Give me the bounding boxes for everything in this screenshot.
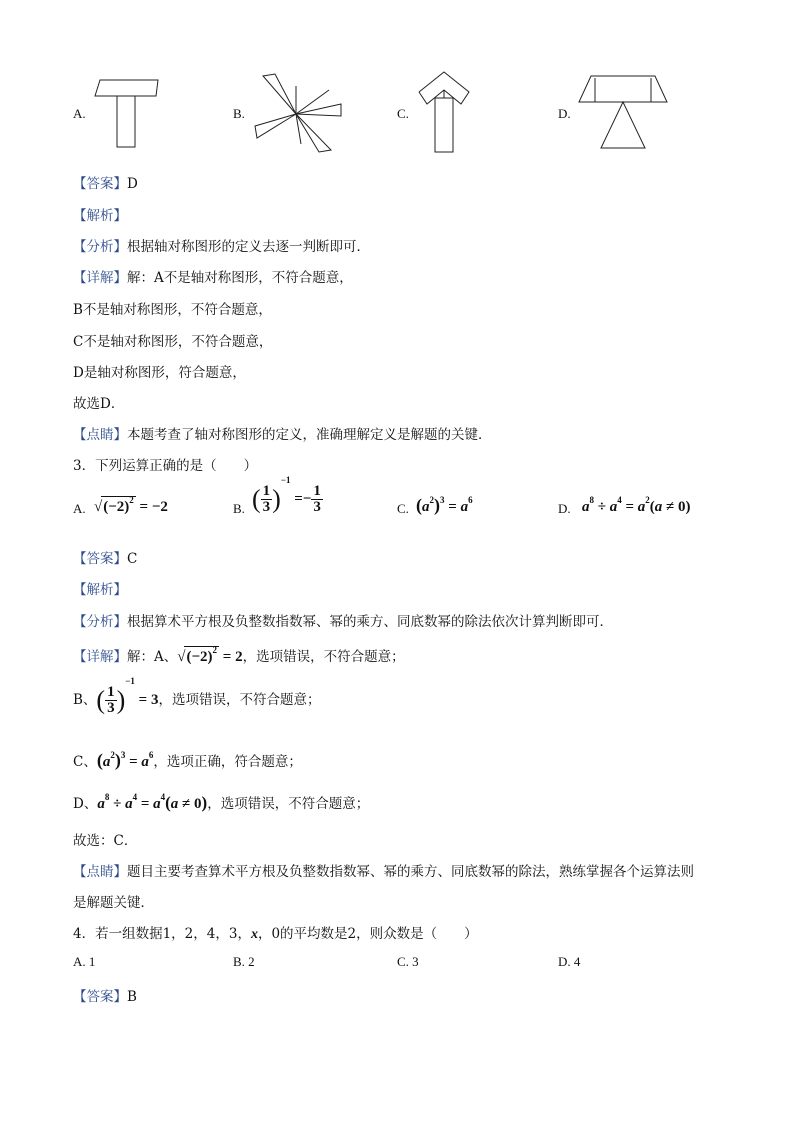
figure-b	[253, 74, 343, 154]
q3-xiangjie-d: D、$a^8 \div a^4 = a^4(a \ne 0)$，选项错误，不符合题意；	[73, 792, 370, 812]
q3-analysis-tag: 【解析】	[73, 582, 127, 598]
q2-dianjing-line: 【点睛】本题考查了轴对称图形的定义，准确理解定义是解题的关键．	[73, 427, 492, 443]
q3-fenxi-line: 【分析】根据算术平方根及负整数指数幂、幂的乘方、同底数幂的除法依次计算判断即可．	[73, 614, 613, 630]
q3-conclusion: 故选：C．	[73, 833, 138, 849]
q4-option-c: C. 3	[397, 954, 419, 969]
q3-xiangjie-b: B、( $\frac{1}{3}$ )$^{-1}$ = 3，选项错误，不符合题意；	[73, 675, 321, 716]
q3-stem: 3．下列运算正确的是（ ）	[73, 458, 258, 474]
q3-option-b-label: B.	[233, 501, 245, 516]
q4-answer-line: 【答案】B	[73, 989, 137, 1005]
q4-option-a: A. 1	[73, 954, 96, 969]
option-b-label: B.	[233, 106, 245, 121]
q2-analysis-tag: 【解析】	[73, 208, 127, 224]
option-c-label: C.	[397, 106, 409, 121]
q2-line-c: C不是轴对称图形，不符合题意，	[73, 334, 273, 350]
answer-value: D	[127, 176, 138, 192]
q2-fenxi-line: 【分析】根据轴对称图形的定义去逐一判断即可．	[73, 239, 370, 255]
q2-line-d: D是轴对称图形，符合题意，	[73, 365, 246, 381]
q4-option-b: B. 2	[233, 954, 255, 969]
option-d-label: D.	[558, 106, 571, 121]
q3-option-a-formula: $√(-2)^2 = -2$	[94, 495, 168, 515]
q3-option-b-formula: ( $\frac{1}{3}$ )$^{-1}$ =− $\frac{1}{3}$	[252, 474, 321, 515]
q2-xiangjie-line: 【详解】解：A不是轴对称图形，不符合题意，	[73, 270, 353, 286]
answer-tag: 【答案】	[73, 176, 127, 192]
q3-option-c-label: C.	[397, 501, 409, 516]
q4-option-d: D. 4	[558, 954, 581, 969]
figure-c	[415, 70, 473, 156]
q3-dianjing-line: 【点睛】题目主要考查算术平方根及负整数指数幂、幂的乘方、同底数幂的除法，熟练掌握各个运算法则	[73, 864, 694, 880]
figure-a	[90, 78, 160, 150]
figure-d	[577, 74, 669, 152]
q3-xiangjie-a: 【详解】解：A、$√(-2)^2 = 2$，选项错误，不符合题意；	[73, 645, 405, 665]
q3-option-d-formula: $a^8 \div a^4 = a^2(a \ne 0)$	[582, 495, 691, 515]
q4-stem: 4．若一组数据1，2，4，3，x，0的平均数是2，则众数是（ ）	[73, 926, 478, 942]
q2-line-b: B不是轴对称图形，不符合题意，	[73, 302, 272, 318]
q3-answer-line: 【答案】C	[73, 551, 138, 567]
q3-option-a-label: A.	[73, 501, 86, 516]
q2-answer-line	[73, 172, 138, 192]
q3-option-d-label: D.	[558, 501, 571, 516]
q2-conclusion: 故选D．	[73, 396, 125, 412]
q3-dianjing-line-2: 是解题关键．	[73, 895, 154, 911]
option-a-label: A.	[73, 106, 86, 121]
q3-xiangjie-c: C、$(a^2)^3 = a^6$，选项正确，符合题意；	[73, 750, 302, 770]
q3-option-c-formula: $(a^2)^3 = a^6$	[416, 495, 473, 515]
